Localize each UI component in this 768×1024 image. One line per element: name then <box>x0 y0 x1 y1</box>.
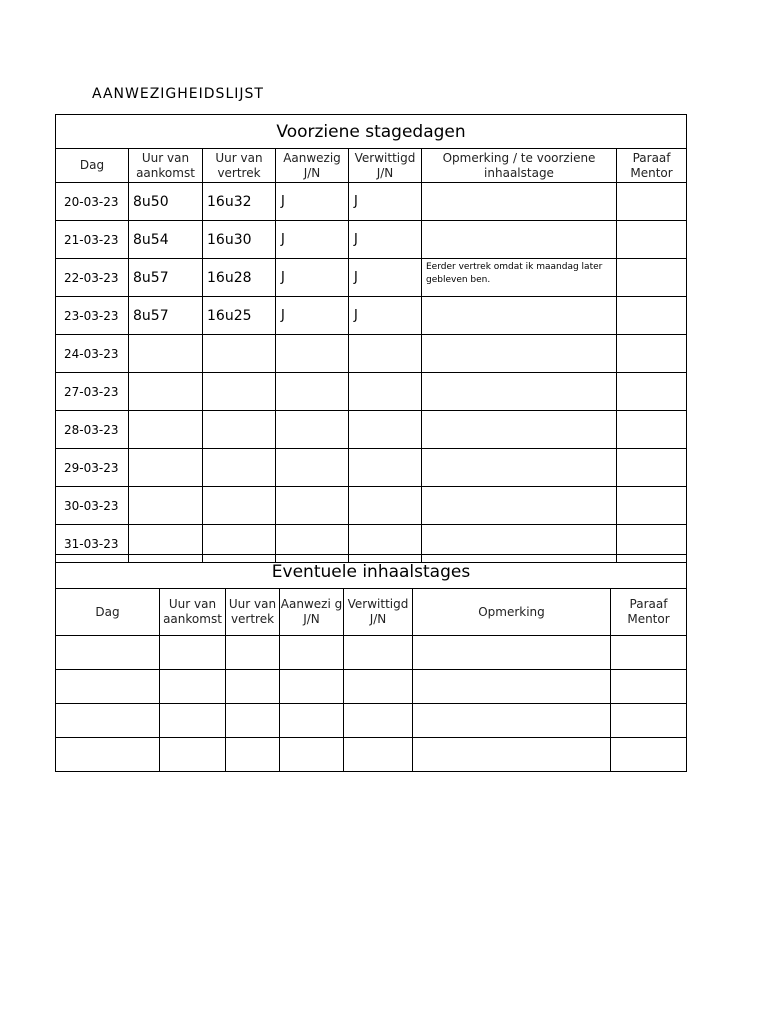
cell-departure <box>226 670 280 704</box>
cell-initials <box>611 636 687 670</box>
cell-initials <box>617 335 687 373</box>
cell-day: 28-03-23 <box>56 411 129 449</box>
cell-present <box>276 335 349 373</box>
makeup-days-caption: Eventuele inhaalstages <box>56 555 687 589</box>
cell-present: J <box>276 221 349 259</box>
cell-day: 27-03-23 <box>56 373 129 411</box>
header-remark: Opmerking <box>413 589 611 636</box>
cell-departure <box>203 373 276 411</box>
cell-arrival <box>129 335 203 373</box>
cell-present <box>280 738 344 772</box>
cell-departure: 16u32 <box>203 183 276 221</box>
cell-arrival: 8u57 <box>129 259 203 297</box>
table-row <box>56 636 687 670</box>
table-row <box>56 449 687 487</box>
cell-departure <box>203 449 276 487</box>
cell-present: J <box>276 183 349 221</box>
cell-present: J <box>276 259 349 297</box>
cell-arrival <box>129 411 203 449</box>
cell-excused <box>349 373 422 411</box>
cell-initials <box>617 259 687 297</box>
header-day: Dag <box>56 589 160 636</box>
cell-departure <box>226 636 280 670</box>
cell-departure <box>203 335 276 373</box>
table-row <box>56 259 687 297</box>
cell-arrival <box>160 738 226 772</box>
cell-excused: J <box>349 183 422 221</box>
cell-day: 22-03-23 <box>56 259 129 297</box>
makeup-header-row <box>56 589 687 636</box>
cell-present <box>276 449 349 487</box>
cell-day: 31-03-23 <box>56 525 129 563</box>
cell-present <box>276 373 349 411</box>
header-arrival: Uur van aankomst <box>160 589 226 636</box>
table-row <box>56 183 687 221</box>
cell-initials <box>611 670 687 704</box>
header-remark: Opmerking / te voorziene inhaalstage <box>422 149 617 183</box>
header-excused: Verwittigd J/N <box>344 589 413 636</box>
cell-remark <box>413 738 611 772</box>
header-initials: Paraaf Mentor <box>617 149 687 183</box>
cell-arrival <box>160 670 226 704</box>
cell-departure <box>226 704 280 738</box>
cell-excused <box>344 670 413 704</box>
cell-arrival <box>160 704 226 738</box>
cell-initials <box>617 449 687 487</box>
cell-excused <box>349 449 422 487</box>
cell-day: 20-03-23 <box>56 183 129 221</box>
cell-day <box>56 738 160 772</box>
planned-days-caption: Voorziene stagedagen <box>56 115 687 149</box>
cell-departure: 16u25 <box>203 297 276 335</box>
cell-departure: 16u28 <box>203 259 276 297</box>
cell-present <box>280 670 344 704</box>
cell-departure <box>203 411 276 449</box>
cell-day: 29-03-23 <box>56 449 129 487</box>
table-row <box>56 411 687 449</box>
table-row <box>56 335 687 373</box>
cell-day <box>56 636 160 670</box>
cell-remark <box>413 704 611 738</box>
cell-remark <box>422 487 617 525</box>
cell-day: 23-03-23 <box>56 297 129 335</box>
table-row <box>56 373 687 411</box>
cell-arrival <box>129 487 203 525</box>
cell-excused <box>349 335 422 373</box>
cell-day <box>56 670 160 704</box>
cell-remark <box>422 335 617 373</box>
cell-excused <box>349 411 422 449</box>
cell-departure: 16u30 <box>203 221 276 259</box>
cell-remark <box>422 449 617 487</box>
table-row <box>56 297 687 335</box>
header-day: Dag <box>56 149 129 183</box>
cell-excused: J <box>349 221 422 259</box>
cell-departure <box>226 738 280 772</box>
cell-present <box>280 704 344 738</box>
cell-day: 30-03-23 <box>56 487 129 525</box>
cell-present: J <box>276 297 349 335</box>
cell-remark <box>422 373 617 411</box>
cell-departure <box>203 487 276 525</box>
cell-remark <box>422 411 617 449</box>
makeup-days-table <box>55 554 687 772</box>
cell-excused <box>344 636 413 670</box>
planned-days-table <box>55 114 687 563</box>
cell-day: 21-03-23 <box>56 221 129 259</box>
cell-initials <box>617 373 687 411</box>
cell-remark <box>422 183 617 221</box>
planned-header-row <box>56 149 687 183</box>
cell-arrival <box>160 636 226 670</box>
cell-remark <box>422 221 617 259</box>
cell-initials <box>617 487 687 525</box>
header-present: Aanwezig J/N <box>276 149 349 183</box>
table-row <box>56 670 687 704</box>
cell-arrival <box>129 449 203 487</box>
cell-remark: Eerder vertrek omdat ik maandag later gebleven ben. <box>422 259 617 297</box>
document-title: AANWEZIGHEIDSLIJST <box>92 86 264 102</box>
cell-excused <box>344 704 413 738</box>
cell-arrival: 8u57 <box>129 297 203 335</box>
cell-initials <box>617 411 687 449</box>
cell-remark <box>413 670 611 704</box>
header-present: Aanwezi g J/N <box>280 589 344 636</box>
table-row <box>56 487 687 525</box>
cell-initials <box>617 183 687 221</box>
cell-remark <box>422 297 617 335</box>
cell-present <box>280 636 344 670</box>
table-row <box>56 221 687 259</box>
header-departure: Uur van vertrek <box>226 589 280 636</box>
cell-arrival: 8u54 <box>129 221 203 259</box>
cell-present <box>276 487 349 525</box>
cell-remark <box>413 636 611 670</box>
table-row <box>56 704 687 738</box>
cell-excused <box>349 487 422 525</box>
table-row <box>56 738 687 772</box>
header-excused: Verwittigd J/N <box>349 149 422 183</box>
cell-excused: J <box>349 297 422 335</box>
cell-present <box>276 411 349 449</box>
cell-initials <box>611 704 687 738</box>
header-arrival: Uur van aankomst <box>129 149 203 183</box>
cell-initials <box>617 221 687 259</box>
cell-day <box>56 704 160 738</box>
cell-initials <box>617 297 687 335</box>
header-departure: Uur van vertrek <box>203 149 276 183</box>
header-initials: Paraaf Mentor <box>611 589 687 636</box>
cell-initials <box>611 738 687 772</box>
cell-day: 24-03-23 <box>56 335 129 373</box>
cell-excused <box>344 738 413 772</box>
cell-arrival: 8u50 <box>129 183 203 221</box>
cell-excused: J <box>349 259 422 297</box>
cell-arrival <box>129 373 203 411</box>
